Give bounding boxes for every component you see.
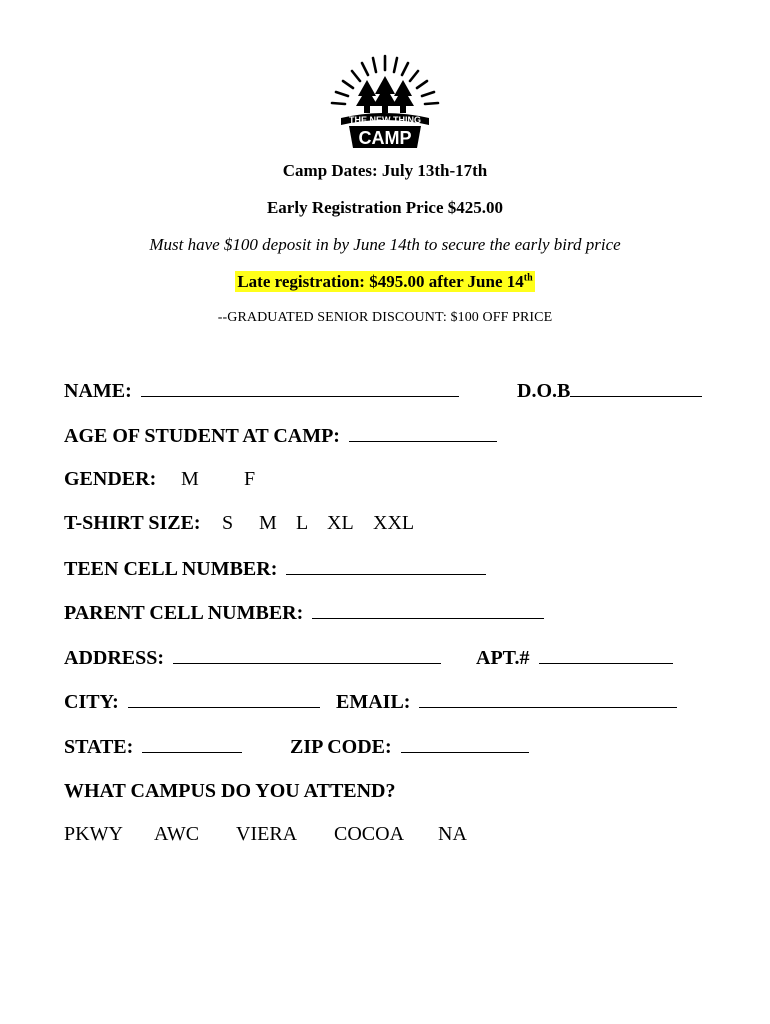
age-row — [64, 423, 497, 448]
state-field[interactable] — [142, 734, 242, 753]
logo-line2: CAMP — [358, 128, 412, 148]
city-field[interactable] — [128, 689, 320, 708]
shirt-option-l[interactable]: L — [296, 512, 309, 534]
state-label: STATE: — [64, 736, 134, 758]
gender-option-m[interactable]: M — [181, 468, 199, 490]
zip-row — [290, 734, 529, 759]
shirt-row — [64, 511, 464, 535]
zip-field[interactable] — [401, 734, 529, 753]
parent-cell-field[interactable] — [312, 600, 544, 619]
teen-cell-field[interactable] — [286, 556, 486, 575]
late-registration-text: Late registration: $495.00 after June 14 — [237, 272, 524, 291]
city-label: CITY: — [64, 691, 119, 713]
dob-row — [517, 378, 702, 403]
shirt-option-s[interactable]: S — [222, 512, 234, 534]
dob-label: D.O.B — [517, 380, 571, 402]
teen-cell-label: TEEN CELL NUMBER: — [64, 558, 278, 580]
address-label: ADDRESS: — [64, 647, 165, 669]
zip-label: ZIP CODE: — [290, 736, 392, 758]
name-row — [64, 378, 459, 403]
city-row — [64, 689, 320, 714]
shirt-option-xxl[interactable]: XXL — [373, 512, 415, 534]
camp-dates: Camp Dates: July 13th-17th — [282, 161, 488, 180]
shirt-option-m[interactable]: M — [259, 512, 277, 534]
email-field[interactable] — [419, 689, 677, 708]
shirt-option-xl[interactable]: XL — [327, 512, 354, 534]
senior-discount: --GRADUATED SENIOR DISCOUNT: $100 OFF PRICE — [217, 310, 553, 325]
address-row — [64, 645, 441, 670]
dob-field[interactable] — [570, 378, 702, 397]
teen-cell-row — [64, 556, 486, 581]
deposit-note: Must have $100 deposit in by June 14th to secure the early bird price — [149, 235, 621, 254]
campus-option-na[interactable]: NA — [438, 823, 467, 845]
age-field[interactable] — [349, 423, 497, 442]
name-field[interactable] — [141, 378, 459, 397]
email-label: EMAIL: — [336, 691, 411, 713]
age-label: AGE OF STUDENT AT CAMP: — [64, 425, 340, 447]
shirt-label: T-SHIRT SIZE: — [64, 512, 201, 534]
early-price: Early Registration Price $425.00 — [266, 198, 504, 217]
camp-trees-logo-icon — [327, 50, 443, 154]
campus-option-viera[interactable]: VIERA — [236, 823, 298, 845]
camp-logo — [327, 50, 443, 154]
campus-option-awc[interactable]: AWC — [154, 823, 200, 845]
email-row — [336, 689, 677, 714]
parent-cell-row — [64, 600, 544, 625]
campus-question: WHAT CAMPUS DO YOU ATTEND? — [64, 780, 396, 802]
late-registration-highlight — [235, 271, 534, 292]
apt-row — [476, 645, 673, 670]
campus-option-pkwy[interactable]: PKWY — [64, 823, 123, 845]
apt-field[interactable] — [539, 645, 673, 664]
gender-row — [64, 467, 364, 491]
name-label: NAME: — [64, 380, 132, 402]
campus-option-cocoa[interactable]: COCOA — [334, 823, 405, 845]
logo-line1: THE NEW THING — [349, 115, 421, 125]
address-field[interactable] — [173, 645, 441, 664]
late-registration-sup: th — [523, 272, 533, 284]
state-row — [64, 734, 242, 759]
apt-label: APT.# — [476, 647, 530, 669]
gender-option-f[interactable]: F — [244, 468, 256, 490]
parent-cell-label: PARENT CELL NUMBER: — [64, 602, 304, 624]
late-registration — [0, 272, 770, 292]
gender-label: GENDER: — [64, 468, 157, 490]
